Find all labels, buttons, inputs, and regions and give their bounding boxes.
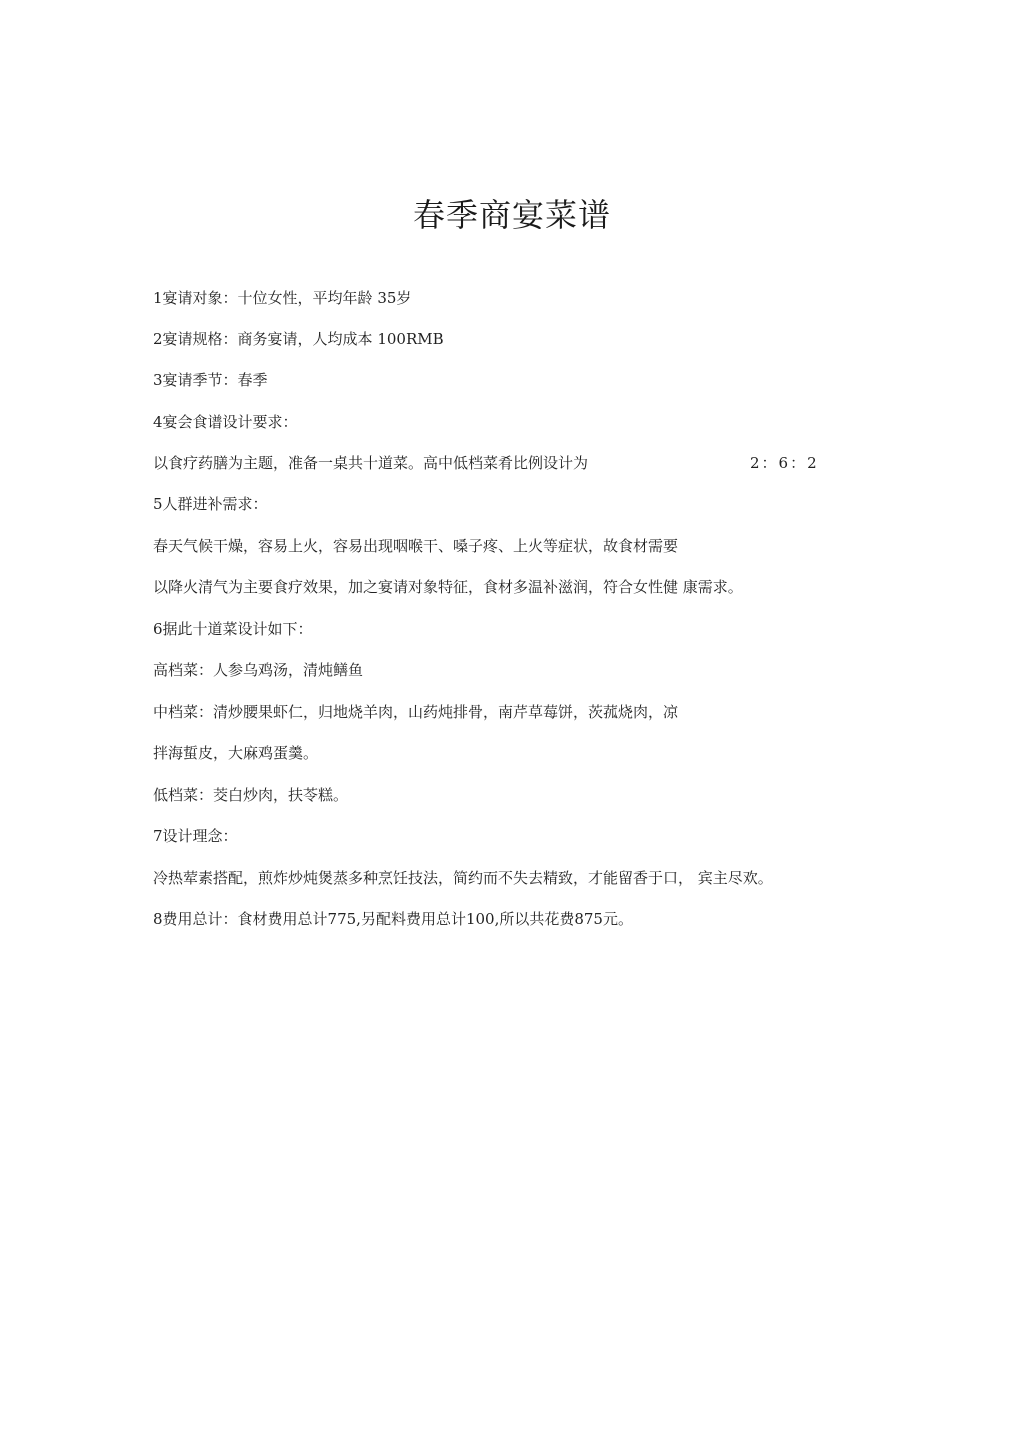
nutrition-needs-text-2: 以降火清气为主要食疗效果，加之宴请对象特征，食材多温补滋润，符合女性健 康需求。 xyxy=(153,578,743,596)
cost-total-line: 8费用总计：食材费用总计775,另配料费用总计100,所以共花费875元。 xyxy=(153,910,633,928)
mid-tier-dishes-1: 中档菜：清炒腰果虾仁，归地烧羊肉，山药炖排骨，南芹草莓饼，茨菰烧肉，凉 xyxy=(153,703,679,721)
dish-ratio: 2：6：2 xyxy=(750,454,819,472)
design-concept-heading: 7设计理念： xyxy=(153,827,238,845)
document-title: 春季商宴菜谱 xyxy=(412,196,611,234)
design-requirements-text: 以食疗药膳为主题，准备一桌共十道菜。高中低档菜肴比例设计为 xyxy=(153,454,589,472)
low-tier-dishes: 低档菜：茭白炒肉，扶苓糕。 xyxy=(153,786,349,804)
nutrition-needs-heading: 5人群进补需求： xyxy=(153,495,268,513)
nutrition-needs-text-1: 春天气候干燥，容易上火，容易出现咽喉干、嗓子疼、上火等症状，故食材需要 xyxy=(153,537,679,555)
dishes-heading: 6据此十道菜设计如下： xyxy=(153,620,313,638)
design-requirements-heading: 4宴会食谱设计要求： xyxy=(153,413,298,431)
banquet-season-line: 3宴请季节：春季 xyxy=(153,371,268,389)
banquet-spec-line: 2宴请规格：商务宴请，人均成本 100RMB xyxy=(153,330,444,348)
guest-line: 1宴请对象：十位女性，平均年龄 35岁 xyxy=(153,289,412,307)
design-concept-text: 冷热荤素搭配，煎炸炒炖煲蒸多种烹饪技法，简约而不失去精致，才能留香于口， 宾主尽欢。 xyxy=(153,869,773,887)
high-tier-dishes: 高档菜：人参乌鸡汤，清炖鳝鱼 xyxy=(153,661,364,679)
mid-tier-dishes-2: 拌海蜇皮，大麻鸡蛋羹。 xyxy=(153,744,319,762)
